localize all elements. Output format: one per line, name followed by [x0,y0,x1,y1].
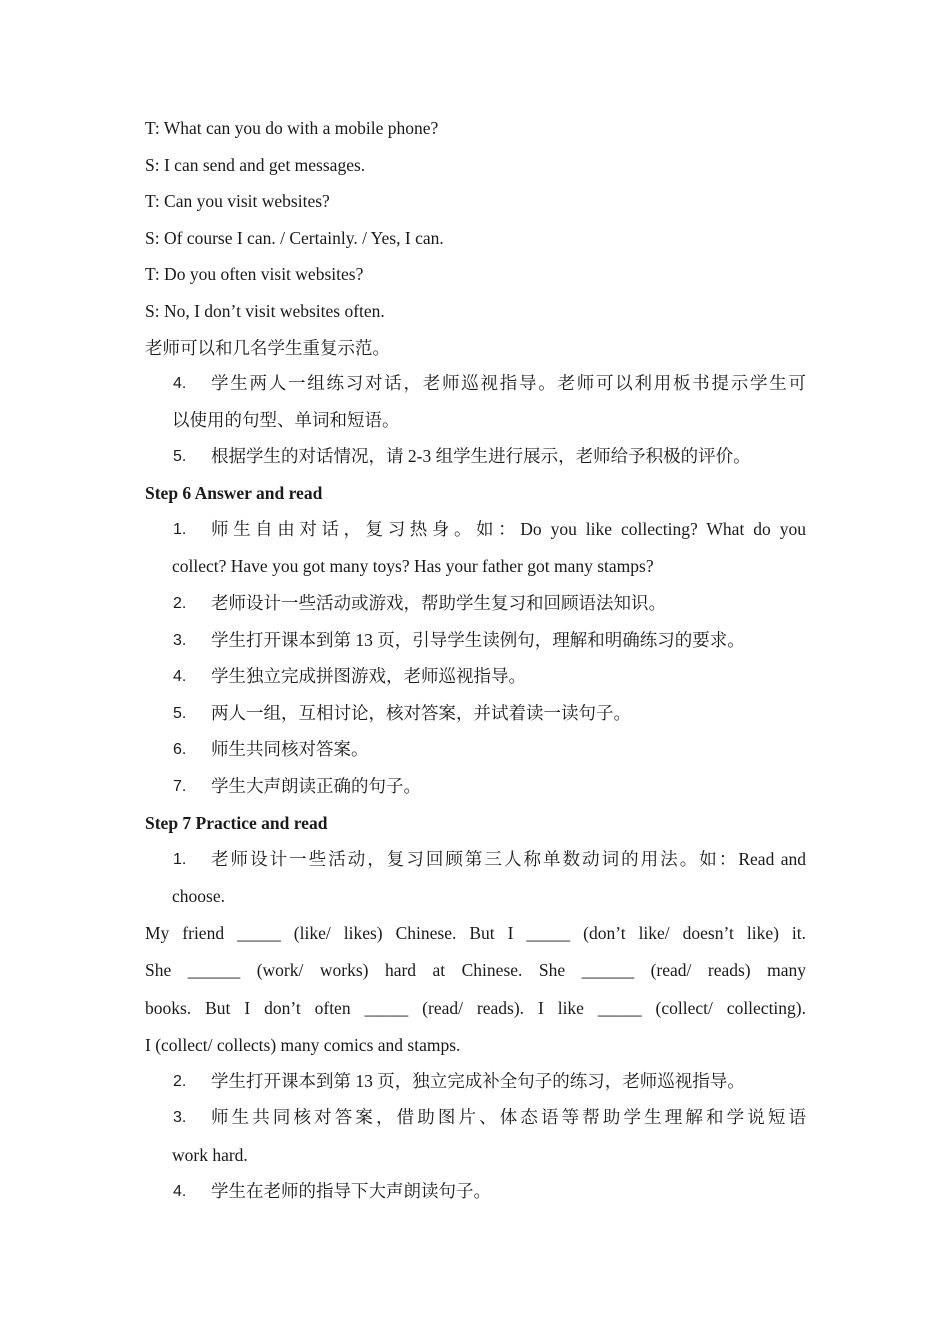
list-item-text: 学生在老师的指导下大声朗读句子。 [211,1181,491,1201]
list-item-text: 老师设计一些活动，复习回顾第三人称单数动词的用法。如：Read and [211,849,806,869]
exercise-line: She ______ (work/ works) hard at Chinese. She ______ (read/ reads) many [145,960,806,980]
step-heading: Step 6 Answer and read [145,483,323,503]
list-item-text: 学生大声朗读正确的句子。 [211,776,421,796]
list-number: 4. [173,668,187,685]
list-number: 1. [173,521,187,538]
list-item-text: 师生共同核对答案。 [211,739,369,759]
step-heading: Step 7 Practice and read [145,813,328,833]
list-item-text: 师生自由对话，复习热身。如：Do you like collecting? What do you [211,519,806,539]
list-item-text: 学生打开课本到第 13 页，独立完成补全句子的练习，老师巡视指导。 [211,1071,745,1091]
dialogue-line: S: I can send and get messages. [145,155,366,175]
dialogue-line: T: What can you do with a mobile phone? [145,118,439,138]
list-item-text: collect? Have you got many toys? Has your father got many stamps? [172,556,654,576]
exercise-line: books. But I don’t often _____ (read/ reads). I like _____ (collect/ collecting). [145,998,806,1018]
dialogue-line: T: Do you often visit websites? [145,264,364,284]
list-number: 6. [173,741,187,758]
dialogue-line: T: Can you visit websites? [145,191,330,211]
list-item-text: 师生共同核对答案，借助图片、体态语等帮助学生理解和学说短语 [211,1107,806,1127]
list-number: 3. [173,1109,187,1126]
list-number: 4. [173,375,187,392]
list-item-text: 根据学生的对话情况，请 2-3 组学生进行展示，老师给予积极的评价。 [211,446,751,466]
dialogue-line: S: Of course I can. / Certainly. / Yes, I can. [145,228,444,248]
list-number: 4. [173,1183,187,1200]
list-number: 1. [173,851,187,868]
list-item-text: 以使用的句型、单词和短语。 [172,410,400,430]
list-number: 3. [173,632,187,649]
list-item-text: 学生打开课本到第 13 页，引导学生读例句，理解和明确练习的要求。 [211,630,745,650]
dialogue-line: S: No, I don’t visit websites often. [145,301,385,321]
list-number: 5. [173,448,187,465]
list-item-text: 学生两人一组练习对话，老师巡视指导。老师可以利用板书提示学生可 [211,373,806,393]
list-number: 7. [173,778,187,795]
demo-note: 老师可以和几名学生重复示范。 [145,338,390,358]
list-item-text: work hard. [172,1145,248,1165]
exercise-line: My friend _____ (like/ likes) Chinese. But I _____ (don’t like/ doesn’t like) it. [145,923,806,943]
list-number: 2. [173,595,187,612]
list-item-text: 学生独立完成拼图游戏，老师巡视指导。 [211,666,526,686]
list-number: 5. [173,705,187,722]
list-item-text: 两人一组，互相讨论，核对答案，并试着读一读句子。 [211,703,631,723]
exercise-line: I (collect/ collects) many comics and stamps. [145,1035,461,1055]
list-number: 2. [173,1073,187,1090]
list-item-text: 老师设计一些活动或游戏，帮助学生复习和回顾语法知识。 [211,593,666,613]
list-item-text: choose. [172,886,225,906]
